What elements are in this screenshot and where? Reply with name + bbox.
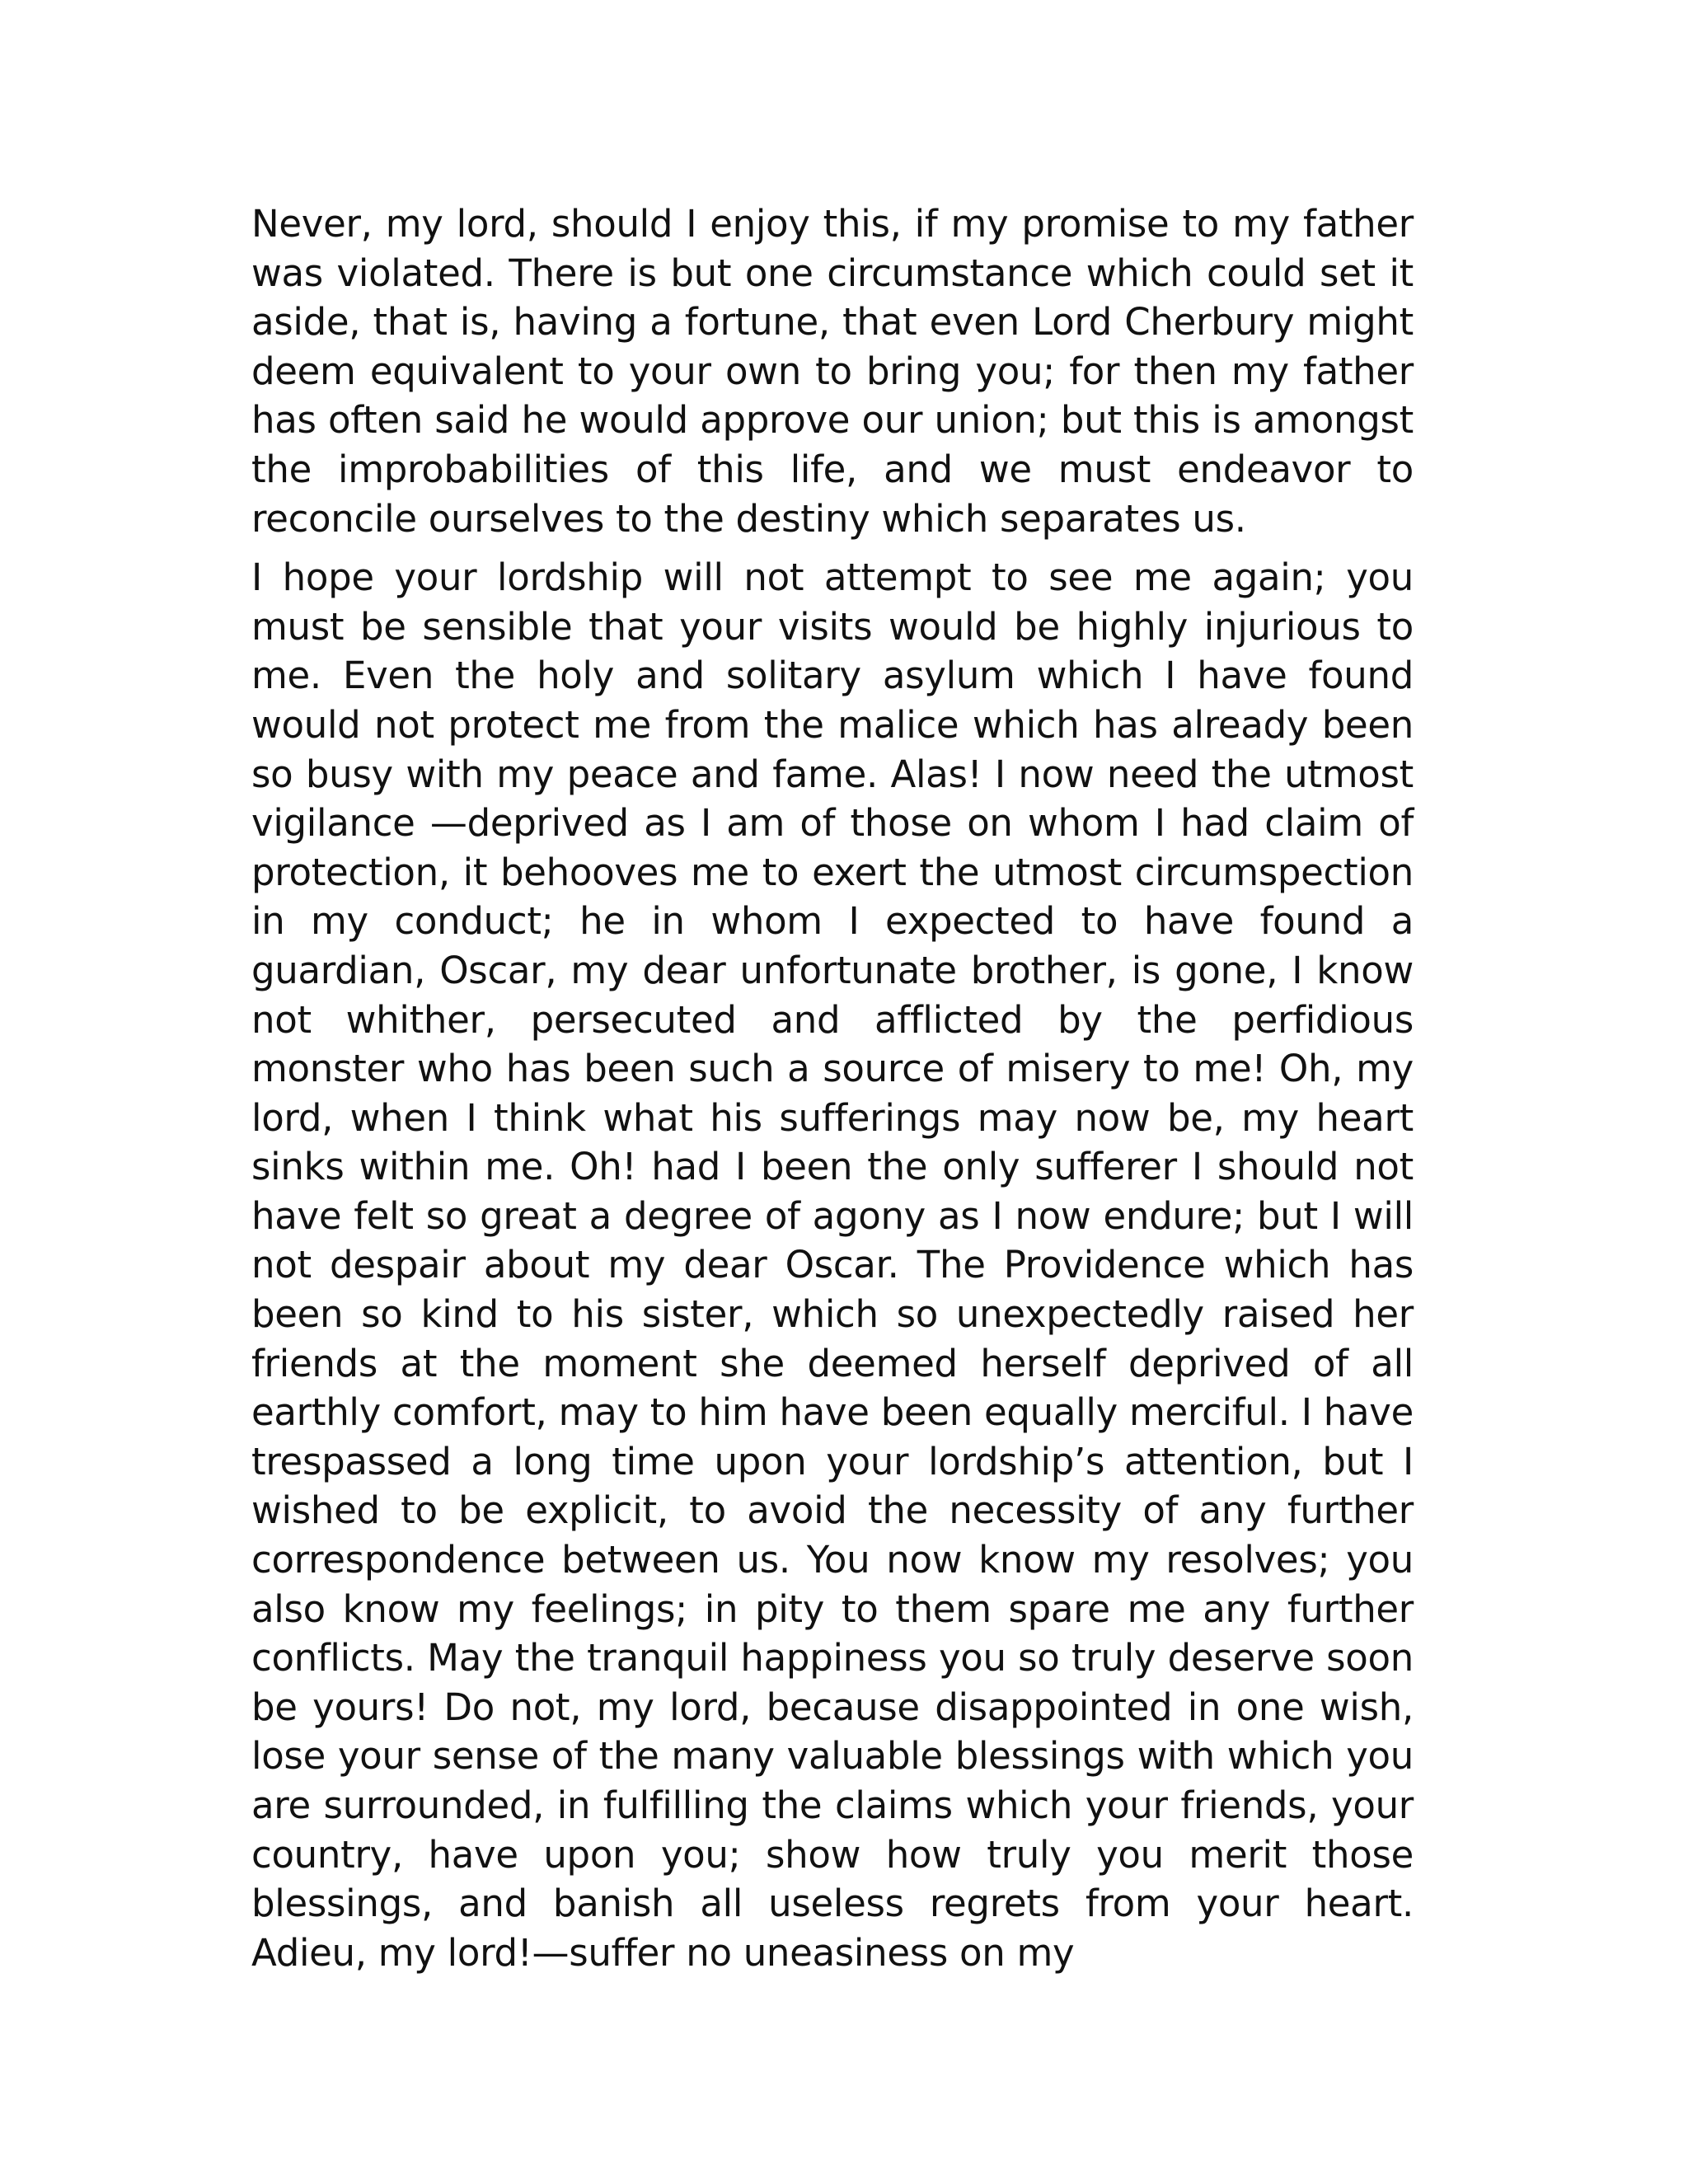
- body-text: [251, 199, 1414, 1977]
- paragraph-2: I hope your lordship will not attempt to see me again; you must be sensible that your visits would be highly injurious to me. Even the holy and solitary asylum which I have found would not protect me from the malice which has already been so busy with my peace and fame. Alas! I now need the utmost vigilance —deprived as I am of those on whom I had claim of protection, it behooves me to exert the utmost circumspection in my conduct; he in whom I expected to have found a guardian, Oscar, my dear unfortunate brother, is gone, I know not whither, persecuted and afflicted by the perfidious monster who has been such a source of misery to me! Oh, my lord, when I think what his sufferings may now be, my heart sinks within me. Oh! had I been the only sufferer I should not have felt so great a degree of agony as I now endure; but I will not despair about my dear Oscar. The Providence which has been so kind to his sister, which so unexpectedly raised her friends at the moment she deemed herself deprived of all earthly comfort, may to him have been equally merciful. I have trespassed a long time upon your lordship’s attention, but I wished to be explicit, to avoid the necessity of any further correspondence between us. You now know my resolves; you also know my feelings; in pity to them spare me any further conflicts. May the tranquil happiness you so truly deserve soon be yours! Do not, my lord, because disappointed in one wish, lose your sense of the many valuable blessings with which you are surrounded, in fulfilling the claims which your friends, your country, have upon you; show how truly you merit those blessings, and banish all useless regrets from your heart. Adieu, my lord!—suffer no uneasiness on my: [251, 555, 1414, 1975]
- paragraph-1: Never, my lord, should I enjoy this, if my promise to my father was violated. There is but one circumstance which could set it aside, that is, having a fortune, that even Lord Cherbury might deem equivalent to your own to bring you; for then my father has often said he would approve our union; but this is amongst the improbabilities of this life, and we must endeavor to reconcile ourselves to the destiny which separates us.: [251, 202, 1414, 541]
